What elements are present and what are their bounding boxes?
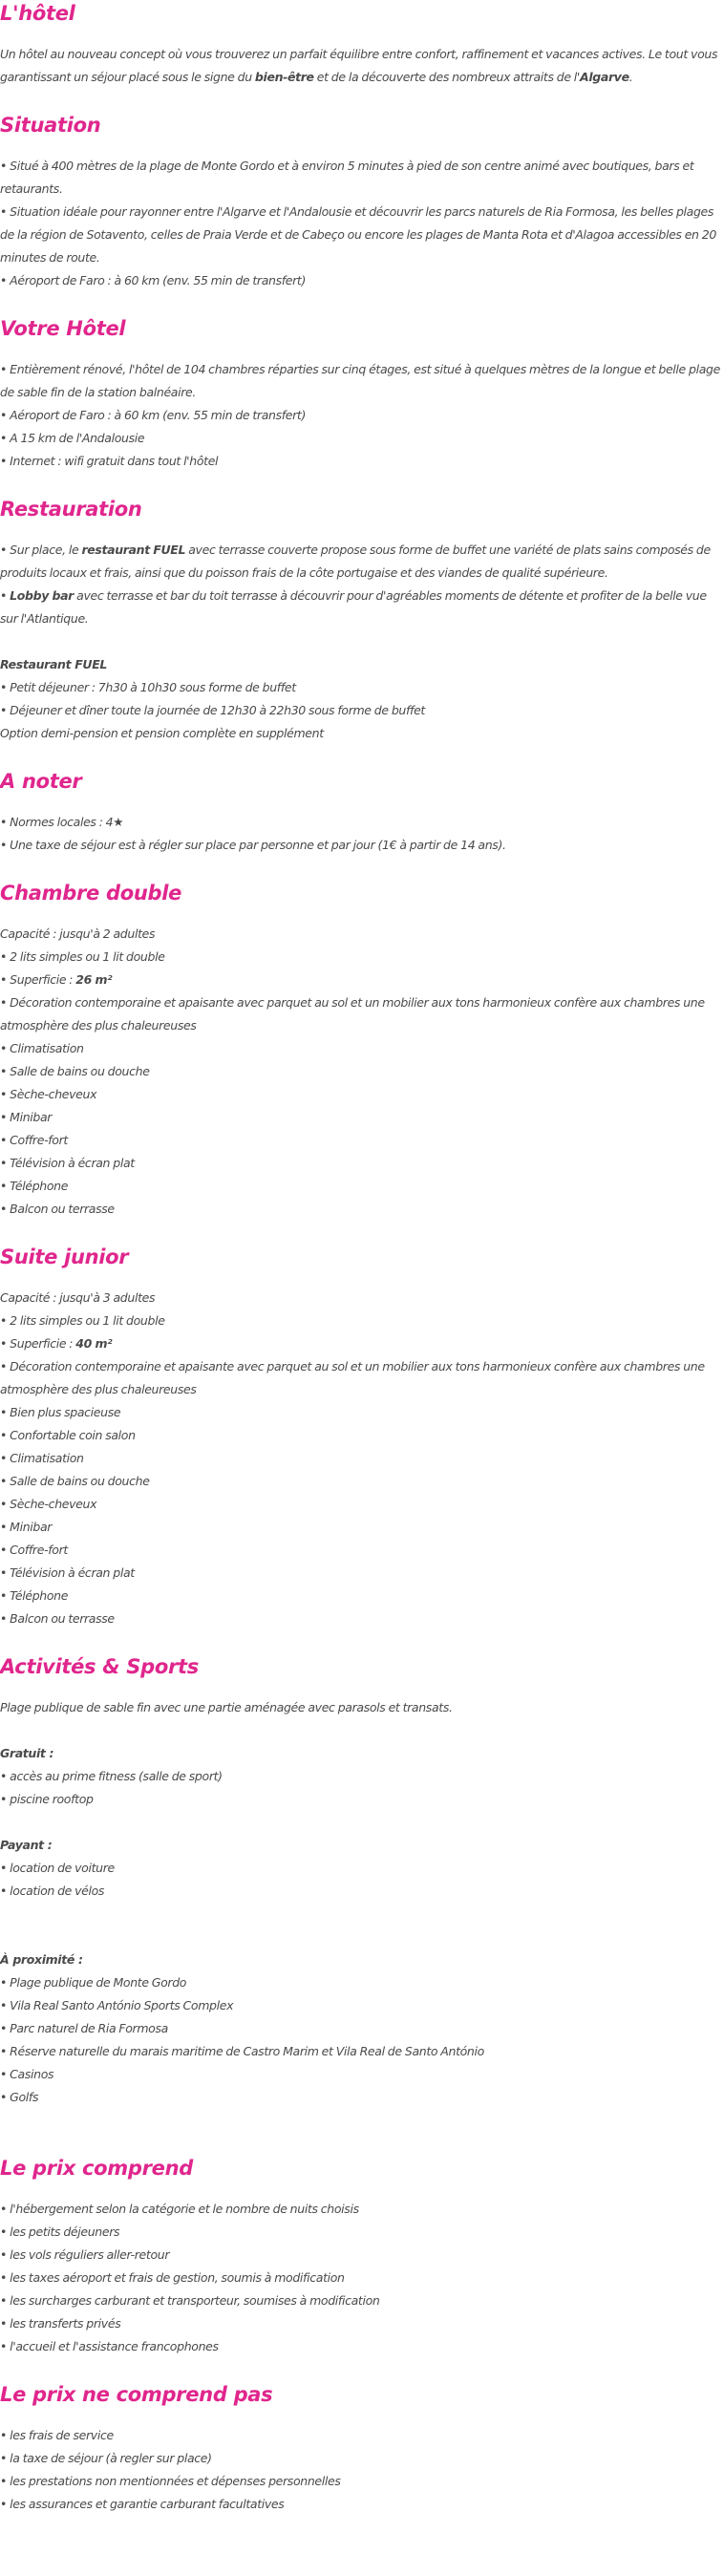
- restauration-text: avec terrasse couverte propose sous forme de buffet une variété de plats sains composés de produits locaux et frais, ainsi que du poisson frais de la côte portugaise et des viandes de qualité supérieure.: [0, 543, 711, 580]
- list-item: • Salle de bains ou douche: [0, 1060, 722, 1083]
- list-item: • Téléphone: [0, 1585, 722, 1607]
- hotel-intro-bold-1: bien-être: [254, 70, 314, 84]
- hotel-intro-text-2: et de la découverte des nombreux attraits de l': [313, 70, 581, 84]
- suite-junior-capacity: Capacité : jusqu'à 3 adultes: [0, 1290, 156, 1305]
- list-item: • les taxes aéroport et frais de gestion, soumis à modification: [0, 2267, 722, 2289]
- restauration-option: Option demi-pension et pension complète en supplément: [0, 726, 324, 740]
- list-item: • Balcon ou terrasse: [0, 1607, 722, 1630]
- list-item: • Balcon ou terrasse: [0, 1198, 722, 1221]
- list-item: • Salle de bains ou douche: [0, 1470, 722, 1493]
- list-item: • Confortable coin salon: [0, 1424, 722, 1447]
- hotel-intro-text-3: .: [628, 70, 633, 84]
- section-title-activites: Activités & Sports: [0, 1655, 199, 1678]
- surface-label: Superficie :: [10, 972, 76, 987]
- list-item: • Décoration contemporaine et apaisante avec parquet au sol et un mobilier aux tons harmonieux confère aux chambres une atmosphère des plus chaleureuses: [0, 1355, 722, 1401]
- list-item: [0, 969, 722, 991]
- gratuit-list: [0, 1765, 722, 1811]
- restauration-list: [0, 539, 722, 630]
- list-item: • location de voiture: [0, 1857, 722, 1880]
- votre-hotel-list: [0, 358, 722, 473]
- list-item: • Plage publique de Monte Gordo: [0, 1971, 722, 1994]
- list-item: • Télévision à écran plat: [0, 1562, 722, 1585]
- list-item: • Téléphone: [0, 1175, 722, 1198]
- restaurant-fuel-list: [0, 676, 722, 722]
- restaurant-fuel-heading: Restaurant FUEL: [0, 657, 107, 671]
- list-item: • Situation idéale pour rayonner entre l'Algarve et l'Andalousie et découvrir les parcs naturels de Ria Formosa, les belles plages de la région de Sotavento, celles de Praia Verde et de Cabeço ou encore les plages de Manta Rota et d'Alagoa accessibles en 20 minutes de route.: [0, 201, 722, 269]
- list-item: • Entièrement rénové, l'hôtel de 104 chambres réparties sur cinq étages, est situé à quelques mètres de la longue et belle plage de sable fin de la station balnéaire.: [0, 358, 722, 404]
- activites-intro: Plage publique de sable fin avec une partie aménagée avec parasols et transats.: [0, 1700, 453, 1714]
- list-item: • les prestations non mentionnées et dépenses personnelles: [0, 2470, 722, 2493]
- section-title-restauration: Restauration: [0, 498, 142, 521]
- list-item: • Déjeuner et dîner toute la journée de 12h30 à 22h30 sous forme de buffet: [0, 699, 722, 722]
- proximite-heading: À proximité :: [0, 1952, 83, 1967]
- list-item: • Aéroport de Faro : à 60 km (env. 55 min de transfert): [0, 404, 722, 427]
- chambre-double-list: [0, 946, 722, 1221]
- list-item: • location de vélos: [0, 1880, 722, 1903]
- list-item: • Climatisation: [0, 1037, 722, 1060]
- surface-label: Superficie :: [10, 1336, 76, 1351]
- list-item: • la taxe de séjour (à regler sur place): [0, 2447, 722, 2470]
- list-item: • Une taxe de séjour est à régler sur place par personne et par jour (1€ à partir de 14 ans).: [0, 834, 722, 857]
- list-item: • les frais de service: [0, 2424, 722, 2447]
- section-title-suite-junior: Suite junior: [0, 1245, 129, 1268]
- section-title-chambre-double: Chambre double: [0, 882, 182, 905]
- list-item: • Coffre-fort: [0, 1129, 722, 1152]
- list-item: • Télévision à écran plat: [0, 1152, 722, 1175]
- lobby-bar-name: Lobby bar: [10, 588, 75, 603]
- hotel-intro: [0, 43, 722, 89]
- list-item: • les surcharges carburant et transporteur, soumises à modification: [0, 2289, 722, 2312]
- restauration-text: avec terrasse et bar du toit terrasse à découvrir pour d'agréables moments de détente et profiter de la belle vue sur l'Atlantique.: [0, 588, 707, 626]
- suite-junior-list: [0, 1309, 722, 1630]
- restaurant-name: restaurant FUEL: [81, 543, 186, 557]
- list-item: • Climatisation: [0, 1447, 722, 1470]
- restauration-text: Sur place, le: [10, 543, 82, 557]
- list-item: [0, 539, 722, 585]
- list-item: • l'accueil et l'assistance francophones: [0, 2335, 722, 2358]
- list-item: • Sèche-cheveux: [0, 1083, 722, 1106]
- list-item: • Normes locales : 4★: [0, 811, 722, 834]
- a-noter-list: [0, 811, 722, 857]
- list-item: • Internet : wifi gratuit dans tout l'hôtel: [0, 450, 722, 473]
- prix-comprend-list: [0, 2198, 722, 2358]
- list-item: • Coffre-fort: [0, 1539, 722, 1562]
- list-item: [0, 585, 722, 630]
- list-item: • Décoration contemporaine et apaisante avec parquet au sol et un mobilier aux tons harmonieux confère aux chambres une atmosphère des plus chaleureuses: [0, 991, 722, 1037]
- list-item: • Casinos: [0, 2063, 722, 2086]
- list-item: • Minibar: [0, 1516, 722, 1539]
- payant-heading: Payant :: [0, 1838, 53, 1852]
- section-title-situation: Situation: [0, 114, 101, 137]
- surface-value: 26 m²: [75, 972, 113, 987]
- list-item: • piscine rooftop: [0, 1788, 722, 1811]
- hotel-intro-bold-2: Algarve: [580, 70, 629, 84]
- section-title-a-noter: A noter: [0, 770, 82, 793]
- list-item: • A 15 km de l'Andalousie: [0, 427, 722, 450]
- chambre-double-capacity: Capacité : jusqu'à 2 adultes: [0, 926, 156, 941]
- list-item: • Sèche-cheveux: [0, 1493, 722, 1516]
- list-item: • Petit déjeuner : 7h30 à 10h30 sous forme de buffet: [0, 676, 722, 699]
- surface-value: 40 m²: [75, 1336, 113, 1351]
- list-item: • Golfs: [0, 2086, 722, 2109]
- list-item: • les assurances et garantie carburant facultatives: [0, 2493, 722, 2516]
- section-title-hotel: L'hôtel: [0, 2, 75, 25]
- list-item: • les petits déjeuners: [0, 2221, 722, 2244]
- list-item: • Parc naturel de Ria Formosa: [0, 2017, 722, 2040]
- list-item: • les vols réguliers aller-retour: [0, 2244, 722, 2267]
- list-item: • Bien plus spacieuse: [0, 1401, 722, 1424]
- list-item: • les transferts privés: [0, 2312, 722, 2335]
- section-title-votre-hotel: Votre Hôtel: [0, 317, 126, 340]
- list-item: [0, 1332, 722, 1355]
- list-item: • Aéroport de Faro : à 60 km (env. 55 min de transfert): [0, 269, 722, 292]
- list-item: • 2 lits simples ou 1 lit double: [0, 1309, 722, 1332]
- hotel-intro-text-1: Un hôtel au nouveau concept où vous trouverez un parfait équilibre entre confort, raffinement et vacances actives. Le tout vous garantissant un séjour placé sous le signe du: [0, 47, 718, 84]
- list-item: • accès au prime fitness (salle de sport): [0, 1765, 722, 1788]
- list-item: • Réserve naturelle du marais maritime de Castro Marim et Vila Real de Santo António: [0, 2040, 722, 2063]
- list-item: • Situé à 400 mètres de la plage de Monte Gordo et à environ 5 minutes à pied de son centre animé avec boutiques, bars et retaurants.: [0, 155, 722, 201]
- list-item: • l'hébergement selon la catégorie et le nombre de nuits choisis: [0, 2198, 722, 2221]
- payant-list: [0, 1857, 722, 1903]
- list-item: • Vila Real Santo António Sports Complex: [0, 1994, 722, 2017]
- section-title-prix-ne-comprend: Le prix ne comprend pas: [0, 2383, 273, 2406]
- proximite-list: [0, 1971, 722, 2109]
- prix-ne-comprend-list: [0, 2424, 722, 2516]
- list-item: • Minibar: [0, 1106, 722, 1129]
- gratuit-heading: Gratuit :: [0, 1746, 54, 1760]
- list-item: • 2 lits simples ou 1 lit double: [0, 946, 722, 969]
- section-title-prix-comprend: Le prix comprend: [0, 2157, 193, 2180]
- situation-list: [0, 155, 722, 292]
